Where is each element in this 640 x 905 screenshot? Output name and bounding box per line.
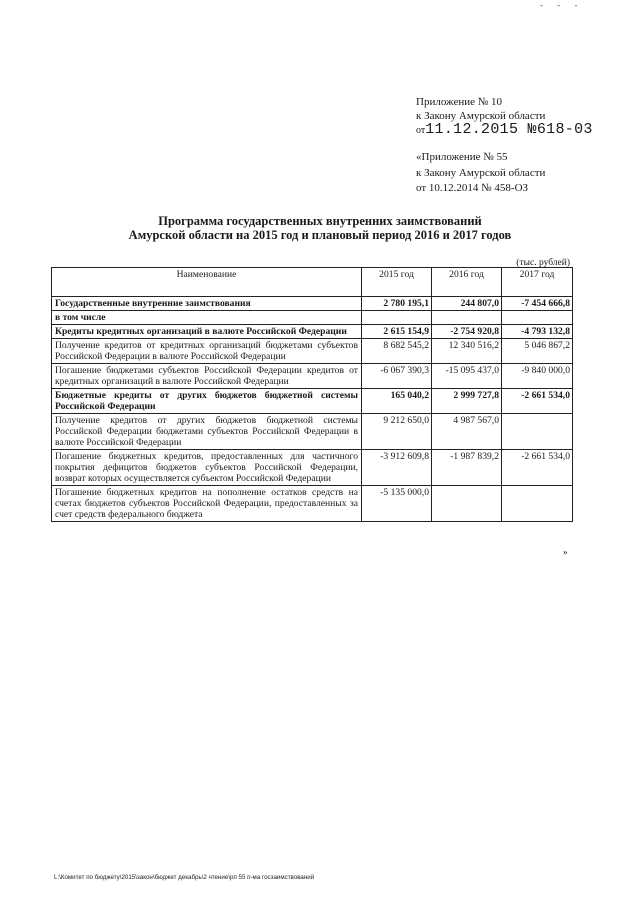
corner-marks: - - - [540,0,584,10]
column-header: 2016 год [432,268,502,297]
title-line-2: Амурской области на 2015 год и плановый период 2016 и 2017 годов [128,228,512,242]
value-2016-cell [432,486,502,522]
value-2015-cell: -3 912 609,8 [362,450,432,486]
value-2016-cell: 12 340 516,2 [432,339,502,364]
value-2015-cell: -5 135 000,0 [362,486,432,522]
value-2016-cell [432,311,502,325]
row-name-cell: Получение кредитов от кредитных организаций бюджетами субъектов Российской Федерации в валюте Российской Федерации [52,339,362,364]
value-2015-cell [362,311,432,325]
date-stamp-value: 11.12.2015 №618-03 [425,121,593,138]
value-2015-cell: 165 040,2 [362,389,432,414]
value-2017-cell: -9 840 000,0 [502,364,573,389]
document-title [60,214,580,242]
date-prefix: от [416,125,426,136]
value-2017-cell [502,311,573,325]
table-body [52,297,573,522]
value-2017-cell: -2 661 534,0 [502,389,573,414]
unit-note: (тыс. рублей) [516,258,570,268]
borrowing-program-table [51,267,573,522]
row-name-cell: Государственные внутренние заимствования [52,297,362,311]
table-row [52,297,573,311]
value-2016-cell: -1 987 839,2 [432,450,502,486]
value-2017-cell [502,486,573,522]
table-row [52,389,573,414]
row-name-cell: Бюджетные кредиты от других бюджетов бюджетной системы Российской Федерации [52,389,362,414]
table-row [52,364,573,389]
table-row [52,339,573,364]
value-2016-cell: -15 095 437,0 [432,364,502,389]
table-row [52,486,573,522]
table-header-row [52,268,573,297]
table-row [52,311,573,325]
appendix-date-stamp [416,123,616,138]
footer-file-path: L:\Комитет по бюджету\2015\закон\бюджет декабрь\2 чтение\рп 55 п-ма госзаимствований [54,874,315,881]
table-row [52,325,573,339]
row-name-cell: в том числе [52,311,362,325]
value-2016-cell: 244 807,0 [432,297,502,311]
value-2017-cell: -2 661 534,0 [502,450,573,486]
value-2017-cell: -7 454 666,8 [502,297,573,311]
column-header: 2017 год [502,268,573,297]
row-name-cell: Кредиты кредитных организаций в валюте Российской Федерации [52,325,362,339]
value-2015-cell: -6 067 390,3 [362,364,432,389]
value-2017-cell [502,414,573,450]
value-2017-cell: 5 046 867,2 [502,339,573,364]
value-2015-cell: 8 682 545,2 [362,339,432,364]
amended-law-date: от 10.12.2014 № 458-ОЗ [416,182,529,194]
amended-law-ref: к Закону Амурской области [416,166,546,179]
value-2017-cell: -4 793 132,8 [502,325,573,339]
appendix-law-ref: к Закону Амурской области [416,110,546,122]
table-row [52,450,573,486]
appendix-current [416,95,616,138]
value-2016-cell: 4 987 567,0 [432,414,502,450]
closing-quote: » [563,547,568,557]
row-name-cell: Погашение бюджетных кредитов на пополнение остатков средств на счетах бюджетов субъектов Российской Федерации, предоставленных за счет средств федерального бюджета [52,486,362,522]
appendix-amended [416,150,616,197]
value-2015-cell: 2 780 195,1 [362,297,432,311]
row-name-cell: Погашение бюджетных кредитов, предоставленных для частичного покрытия дефицитов бюджетов субъектов Российской Федерации, возврат которых осуществляется субъектом Российской Федерации [52,450,362,486]
row-name-cell: Погашение бюджетами субъектов Российской Федерации кредитов от кредитных организаций в валюте Российской Федерации [52,364,362,389]
amended-appendix-number: «Приложение № 55 [416,151,508,163]
row-name-cell: Получение кредитов от других бюджетов бюджетной системы Российской Федерации бюджетами субъектов Российской Федерации в валюте Российской Федерации [52,414,362,450]
table-row [52,414,573,450]
title-line-1: Программа государственных внутренних заимствований [158,214,482,228]
value-2015-cell: 9 212 650,0 [362,414,432,450]
column-header: Наименование [52,268,362,297]
column-header: 2015 год [362,268,432,297]
value-2016-cell: 2 999 727,8 [432,389,502,414]
value-2016-cell: -2 754 920,8 [432,325,502,339]
value-2015-cell: 2 615 154,9 [362,325,432,339]
appendix-number: Приложение № 10 [416,96,503,108]
